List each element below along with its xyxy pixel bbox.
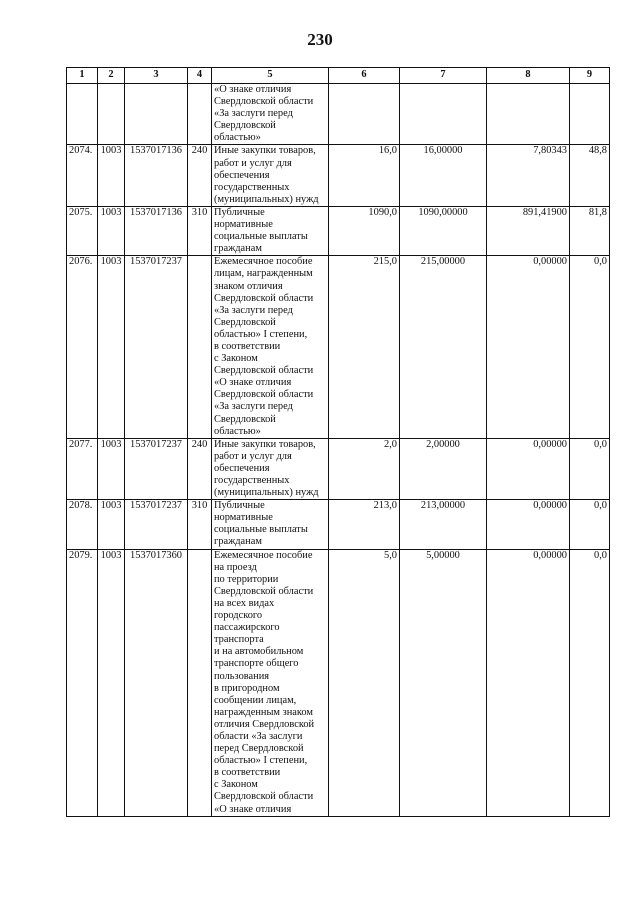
column-header: 9 [570, 68, 610, 84]
plan-amount-cell [329, 84, 400, 145]
approved-amount-cell: 2,00000 [400, 438, 487, 499]
column-header: 1 [67, 68, 98, 84]
section-code-cell: 1003 [98, 438, 125, 499]
execution-percent-cell: 0,0 [570, 500, 610, 549]
section-code-cell: 1003 [98, 549, 125, 816]
table-row [67, 500, 610, 549]
item-name-cell: Иные закупки товаров, работ и услуг для обеспечения государственных (муниципальных) нужд [212, 438, 329, 499]
row-number-cell: 2078. [67, 500, 98, 549]
column-header: 8 [487, 68, 570, 84]
column-header: 2 [98, 68, 125, 84]
plan-amount-cell: 16,0 [329, 145, 400, 206]
row-number-cell: 2075. [67, 206, 98, 255]
target-item-cell: 1537017136 [125, 145, 188, 206]
row-number-cell: 2077. [67, 438, 98, 499]
executed-amount-cell: 0,00000 [487, 500, 570, 549]
execution-percent-cell: 0,0 [570, 256, 610, 438]
table-row [67, 145, 610, 206]
expense-type-cell: 310 [188, 500, 212, 549]
plan-amount-cell: 2,0 [329, 438, 400, 499]
target-item-cell: 1537017237 [125, 438, 188, 499]
approved-amount-cell: 1090,00000 [400, 206, 487, 255]
column-header: 7 [400, 68, 487, 84]
execution-percent-cell: 81,8 [570, 206, 610, 255]
row-number-cell: 2076. [67, 256, 98, 438]
approved-amount-cell: 5,00000 [400, 549, 487, 816]
executed-amount-cell: 0,00000 [487, 549, 570, 816]
executed-amount-cell: 0,00000 [487, 438, 570, 499]
plan-amount-cell: 213,0 [329, 500, 400, 549]
column-header: 6 [329, 68, 400, 84]
execution-percent-cell: 0,0 [570, 438, 610, 499]
section-code-cell: 1003 [98, 256, 125, 438]
expense-type-cell: 240 [188, 145, 212, 206]
item-name-cell: Ежемесячное пособие на проезд по территории Свердловской области на всех видах городского пассажирского транспорта и на автомобильном транспорте общего пользования в пригородном сообщении лицам, награжденным знаком отличия Свердловской области «За заслуги перед Свердловской областью» I степени, в соответствии с Законом Свердловской области «О знаке отличия [212, 549, 329, 816]
target-item-cell [125, 84, 188, 145]
expense-type-cell [188, 549, 212, 816]
row-number-cell: 2074. [67, 145, 98, 206]
row-number-cell [67, 84, 98, 145]
page-number: 230 [307, 30, 333, 49]
expense-type-cell: 310 [188, 206, 212, 255]
item-name-cell: Публичные нормативные социальные выплаты гражданам [212, 500, 329, 549]
table-row [67, 206, 610, 255]
target-item-cell: 1537017360 [125, 549, 188, 816]
table-row [67, 256, 610, 438]
section-code-cell: 1003 [98, 500, 125, 549]
approved-amount-cell [400, 84, 487, 145]
execution-percent-cell: 48,8 [570, 145, 610, 206]
expense-type-cell: 240 [188, 438, 212, 499]
executed-amount-cell: 7,80343 [487, 145, 570, 206]
column-header: 3 [125, 68, 188, 84]
execution-percent-cell: 0,0 [570, 549, 610, 816]
budget-table [66, 67, 610, 817]
item-name-cell: Публичные нормативные социальные выплаты гражданам [212, 206, 329, 255]
column-header: 4 [188, 68, 212, 84]
section-code-cell: 1003 [98, 145, 125, 206]
approved-amount-cell: 213,00000 [400, 500, 487, 549]
expense-type-cell [188, 256, 212, 438]
table-row [67, 84, 610, 145]
execution-percent-cell [570, 84, 610, 145]
table-row [67, 438, 610, 499]
approved-amount-cell: 16,00000 [400, 145, 487, 206]
target-item-cell: 1537017136 [125, 206, 188, 255]
executed-amount-cell [487, 84, 570, 145]
executed-amount-cell: 0,00000 [487, 256, 570, 438]
executed-amount-cell: 891,41900 [487, 206, 570, 255]
target-item-cell: 1537017237 [125, 256, 188, 438]
column-header: 5 [212, 68, 329, 84]
plan-amount-cell: 215,0 [329, 256, 400, 438]
item-name-cell: Ежемесячное пособие лицам, награжденным знаком отличия Свердловской области «За заслуги перед Свердловской областью» I степени, в соответствии с Законом Свердловской области «О знаке отличия Свердловской области «За заслуги перед Свердловской областью» [212, 256, 329, 438]
expense-type-cell [188, 84, 212, 145]
table-header-row [67, 68, 610, 84]
plan-amount-cell: 1090,0 [329, 206, 400, 255]
section-code-cell [98, 84, 125, 145]
plan-amount-cell: 5,0 [329, 549, 400, 816]
item-name-cell: Иные закупки товаров, работ и услуг для обеспечения государственных (муниципальных) нужд [212, 145, 329, 206]
item-name-cell: «О знаке отличия Свердловской области «За заслуги перед Свердловской областью» [212, 84, 329, 145]
approved-amount-cell: 215,00000 [400, 256, 487, 438]
target-item-cell: 1537017237 [125, 500, 188, 549]
table-row [67, 549, 610, 816]
row-number-cell: 2079. [67, 549, 98, 816]
section-code-cell: 1003 [98, 206, 125, 255]
